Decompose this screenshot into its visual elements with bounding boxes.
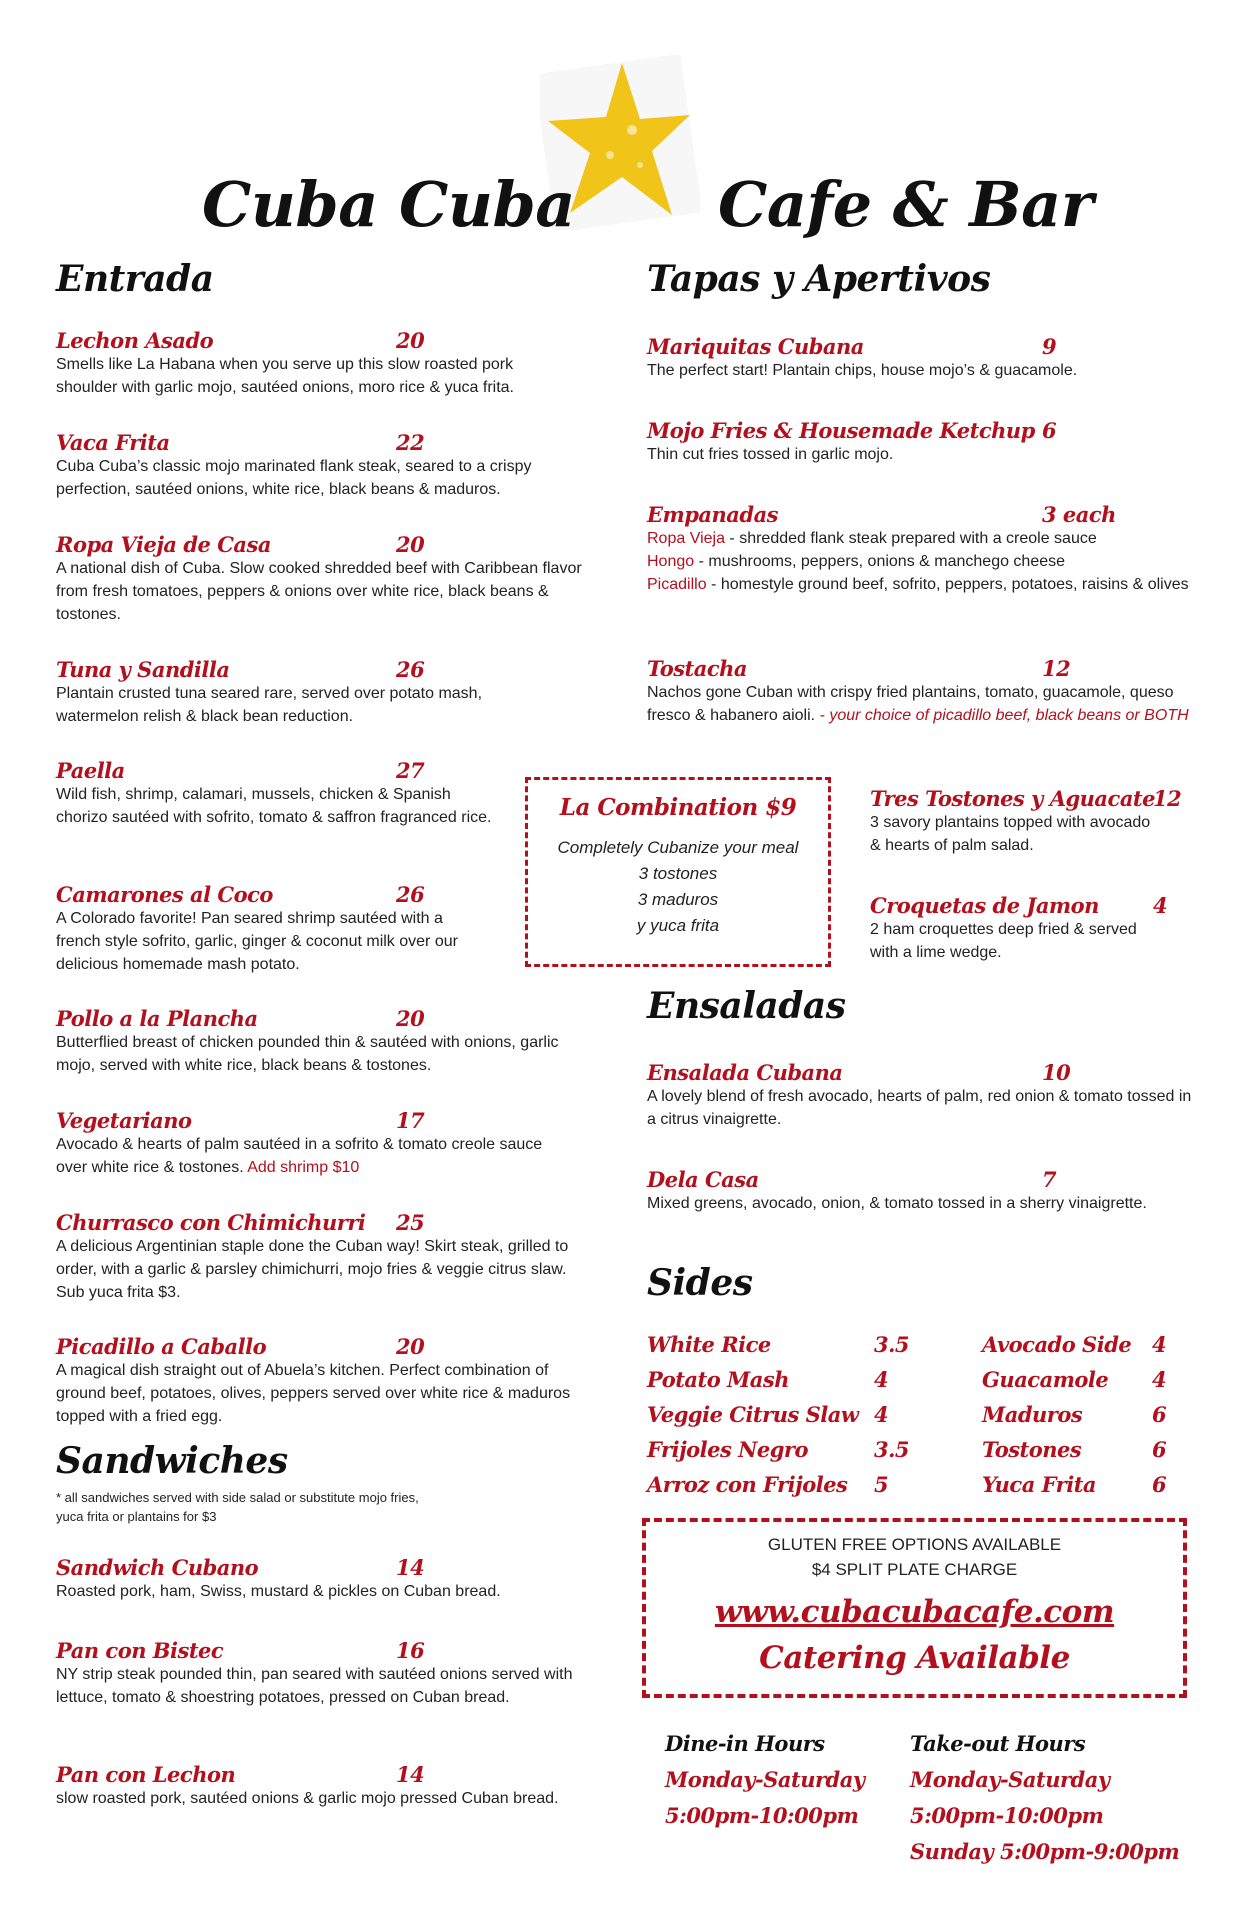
item-price: 6 <box>1042 418 1057 443</box>
side-item <box>647 1402 907 1437</box>
item-description <box>647 681 1192 727</box>
item-price: 27 <box>396 758 425 783</box>
combination-line: 3 tostones <box>638 864 718 883</box>
menu-item <box>56 1762 596 1810</box>
side-name: White Rice <box>647 1332 771 1357</box>
menu-item <box>56 1108 596 1179</box>
item-price: 14 <box>396 1555 425 1580</box>
item-description: Thin cut fries tossed in garlic mojo. <box>647 446 894 463</box>
side-price: 6 <box>1152 1437 1167 1462</box>
side-price: 6 <box>1152 1402 1167 1427</box>
item-description-text: Nachos gone Cuban with crispy fried plantains, tomato, guacamole, queso fresco & habanero aioli. <box>647 684 1174 724</box>
empanada-kind: Ropa Vieja <box>647 530 725 547</box>
item-price: 25 <box>396 1210 425 1235</box>
item-description: slow roasted pork, sautéed onions & garlic mojo pressed Cuban bread. <box>56 1790 559 1807</box>
menu-item <box>870 786 1190 857</box>
item-name: Ropa Vieja de Casa <box>56 532 271 557</box>
item-description: A lovely blend of fresh avocado, hearts of palm, red onion & tomato tossed in a citrus vinaigrette. <box>647 1088 1192 1128</box>
take-out-time: 5:00pm-10:00pm <box>910 1803 1104 1828</box>
item-name: Croquetas de Jamon <box>870 893 1099 918</box>
sides-heading: Sides <box>647 1262 753 1304</box>
dine-in-time: 5:00pm-10:00pm <box>665 1803 859 1828</box>
item-name: Dela Casa <box>647 1167 759 1192</box>
split-plate-note: $4 SPLIT PLATE CHARGE <box>811 1560 1018 1579</box>
gluten-free-note: GLUTEN FREE OPTIONS AVAILABLE <box>767 1535 1062 1554</box>
side-name: Veggie Citrus Slaw <box>647 1402 859 1427</box>
item-price: 7 <box>1042 1167 1057 1192</box>
side-price: 5 <box>874 1472 889 1497</box>
website-link[interactable]: www.cubacubacafe.com <box>714 1594 1115 1630</box>
item-name: Empanadas <box>647 502 779 527</box>
side-price: 4 <box>1152 1367 1167 1392</box>
side-price: 4 <box>874 1367 889 1392</box>
menu-item <box>56 328 596 399</box>
tapas-heading: Tapas y Apertivos <box>647 258 991 300</box>
item-price: 20 <box>396 1006 425 1031</box>
item-price: 26 <box>396 657 425 682</box>
item-description: Mixed greens, avocado, onion, & tomato tossed in a sherry vinaigrette. <box>647 1195 1147 1212</box>
combination-body <box>528 835 828 939</box>
dine-in-title: Dine-in Hours <box>665 1731 825 1756</box>
menu-item <box>56 657 596 728</box>
item-name: Tres Tostones y Aguacate <box>870 786 1155 811</box>
item-description: A national dish of Cuba. Slow cooked shredded beef with Caribbean flavor from fresh tomatoes, peppers & onions over white rice, black beans & tostones. <box>56 560 582 623</box>
item-name: Lechon Asado <box>56 328 214 353</box>
item-description: A Colorado favorite! Pan seared shrimp sautéed with a french style sofrito, garlic, ginger & coconut milk over our delicious homemade mash potato. <box>56 910 458 973</box>
item-price: 4 <box>1153 893 1168 918</box>
empanada-kind: Hongo <box>647 553 695 570</box>
combination-title: La Combination $9 <box>559 794 797 821</box>
item-price: 10 <box>1042 1060 1071 1085</box>
item-name: Ensalada Cubana <box>647 1060 843 1085</box>
item-name: Pan con Lechon <box>56 1762 236 1787</box>
empanada-desc: - shredded flank steak prepared with a creole sauce <box>724 530 1097 547</box>
sides-list-left <box>647 1332 910 1507</box>
item-name: Picadillo a Caballo <box>56 1334 267 1359</box>
sides-list-right <box>982 1332 1192 1507</box>
menu-item <box>56 1555 596 1603</box>
item-description: A delicious Argentinian staple done the Cuban way! Skirt steak, grilled to order, with a garlic & parsley chimichurri, mojo fries & veggie citrus slaw. Sub yuca frita $3. <box>56 1238 569 1301</box>
info-box <box>642 1518 1187 1698</box>
empanada-kind: Picadillo <box>647 576 707 593</box>
item-name: Churrasco con Chimichurri <box>56 1210 366 1235</box>
item-price: 17 <box>396 1108 425 1133</box>
item-description: Wild fish, shrimp, calamari, mussels, chicken & Spanish chorizo sautéed with sofrito, tomato & saffron fragranced rice. <box>56 786 492 826</box>
empanada-desc: - homestyle ground beef, sofrito, peppers, potatoes, raisins & olives <box>706 576 1189 593</box>
side-item <box>647 1367 907 1402</box>
combination-line: 3 maduros <box>637 890 719 909</box>
ensaladas-heading: Ensaladas <box>647 985 846 1027</box>
entrada-heading: Entrada <box>56 258 214 300</box>
item-name: Pan con Bistec <box>56 1638 224 1663</box>
item-name: Sandwich Cubano <box>56 1555 259 1580</box>
sandwiches-note-line: yuca frita or plantains for $3 <box>56 1509 217 1524</box>
menu-item <box>647 502 1207 596</box>
restaurant-name: Cuba Cuba <box>202 168 575 241</box>
side-name: Frijoles Negro <box>647 1437 808 1462</box>
menu-item <box>647 1060 1207 1131</box>
empanada-option <box>647 573 1192 596</box>
item-name: Pollo a la Plancha <box>56 1006 258 1031</box>
item-price: 20 <box>396 1334 425 1359</box>
item-description: Cuba Cuba’s classic mojo marinated flank steak, seared to a crispy perfection, sautéed onions, white rice, black beans & maduros. <box>56 458 532 498</box>
item-description: Smells like La Habana when you serve up this slow roasted pork shoulder with garlic mojo, sautéed onions, moro rice & yuca frita. <box>56 356 514 396</box>
side-name: Arroz con Frijoles <box>647 1472 848 1497</box>
take-out-days: Monday-Saturday <box>910 1767 1110 1792</box>
item-price: 12 <box>1153 786 1182 811</box>
side-item <box>647 1332 910 1367</box>
item-name: Tuna y Sandilla <box>56 657 230 682</box>
side-name: Avocado Side <box>982 1332 1132 1357</box>
menu-item <box>56 1006 596 1077</box>
take-out-sunday: Sunday 5:00pm-9:00pm <box>910 1839 1180 1864</box>
side-item <box>982 1402 1192 1437</box>
empanada-desc: - mushrooms, peppers, onions & manchego cheese <box>694 553 1066 570</box>
item-description: Butterflied breast of chicken pounded thin & sautéed with onions, garlic mojo, served with white rice, black beans & tostones. <box>56 1034 559 1074</box>
menu-item <box>647 418 1207 466</box>
item-description-text: Avocado & hearts of palm sautéed in a sofrito & tomato creole sauce over white rice & tostones. <box>56 1136 543 1176</box>
item-description: A magical dish straight out of Abuela’s kitchen. Perfect combination of ground beef, potatoes, olives, peppers served over white rice & maduros topped with a fried egg. <box>56 1362 571 1425</box>
side-item <box>982 1472 1192 1507</box>
menu-item <box>870 893 1190 964</box>
side-name: Guacamole <box>982 1367 1109 1392</box>
take-out-hours <box>910 1726 1179 1870</box>
side-name: Yuca Frita <box>982 1472 1097 1497</box>
combination-box <box>525 777 831 967</box>
side-price: 4 <box>874 1402 889 1427</box>
item-price: 12 <box>1042 656 1071 681</box>
empanada-option <box>647 527 1207 550</box>
dine-in-days: Monday-Saturday <box>665 1767 865 1792</box>
item-addon: Add shrimp $10 <box>247 1159 360 1176</box>
side-item <box>982 1437 1192 1472</box>
empanada-option <box>647 550 1207 573</box>
side-price: 4 <box>1152 1332 1167 1357</box>
take-out-title: Take-out Hours <box>910 1731 1086 1756</box>
item-price: 22 <box>396 430 425 455</box>
side-price: 6 <box>1152 1472 1167 1497</box>
menu-item <box>56 882 596 976</box>
item-choice: - your choice of picadillo beef, black beans or BOTH <box>815 707 1189 724</box>
combination-line: Completely Cubanize your meal <box>557 838 799 857</box>
side-item <box>647 1472 907 1507</box>
item-price: 9 <box>1042 334 1057 359</box>
item-description: 2 ham croquettes deep fried & served with a lime wedge. <box>870 921 1137 961</box>
item-price: 16 <box>396 1638 425 1663</box>
item-name: Vaca Frita <box>56 430 170 455</box>
menu-item <box>56 430 596 501</box>
menu-item <box>647 334 1207 382</box>
sandwiches-note <box>56 1488 596 1526</box>
sandwiches-heading: Sandwiches <box>56 1440 288 1482</box>
side-name: Tostones <box>982 1437 1082 1462</box>
item-price: 20 <box>396 532 425 557</box>
dine-in-hours <box>665 1726 865 1834</box>
side-name: Potato Mash <box>647 1367 790 1392</box>
menu-item <box>56 1638 596 1709</box>
menu-item <box>56 758 596 829</box>
menu-item <box>56 1334 596 1428</box>
item-name: Mariquitas Cubana <box>647 334 864 359</box>
item-name: Mojo Fries & Housemade Ketchup <box>647 418 1035 443</box>
item-price: 14 <box>396 1762 425 1787</box>
item-price: 26 <box>396 882 425 907</box>
combination-line: y yuca frita <box>636 916 720 935</box>
item-name: Vegetariano <box>56 1108 192 1133</box>
catering-note: Catering Available <box>759 1640 1070 1676</box>
side-item <box>982 1367 1192 1402</box>
item-name: Paella <box>56 758 125 783</box>
item-price: 3 each <box>1042 502 1116 527</box>
menu-item <box>56 532 596 626</box>
side-price: 3.5 <box>874 1332 910 1357</box>
item-price: 20 <box>396 328 425 353</box>
side-price: 3.5 <box>874 1437 910 1462</box>
side-name: Maduros <box>982 1402 1083 1427</box>
menu-item <box>647 656 1207 727</box>
item-description: NY strip steak pounded thin, pan seared with sautéed onions served with lettuce, tomato & shoestring potatoes, pressed on Cuban bread. <box>56 1666 573 1706</box>
item-name: Tostacha <box>647 656 748 681</box>
sandwiches-note-line: * all sandwiches served with side salad or substitute mojo fries, <box>56 1490 419 1505</box>
side-item <box>982 1332 1192 1367</box>
side-item <box>647 1437 910 1472</box>
item-description: Roasted pork, ham, Swiss, mustard & pickles on Cuban bread. <box>56 1583 501 1600</box>
menu-item <box>647 1167 1207 1215</box>
item-description: The perfect start! Plantain chips, house mojo’s & guacamole. <box>647 362 1078 379</box>
item-name: Camarones al Coco <box>56 882 273 907</box>
menu-item <box>56 1210 596 1304</box>
item-description: Plantain crusted tuna seared rare, served over potato mash, watermelon relish & black bean reduction. <box>56 685 483 725</box>
item-description: 3 savory plantains topped with avocado & hearts of palm salad. <box>870 814 1151 854</box>
item-description <box>56 1133 576 1179</box>
restaurant-subtitle: Cafe & Bar <box>718 168 1094 241</box>
